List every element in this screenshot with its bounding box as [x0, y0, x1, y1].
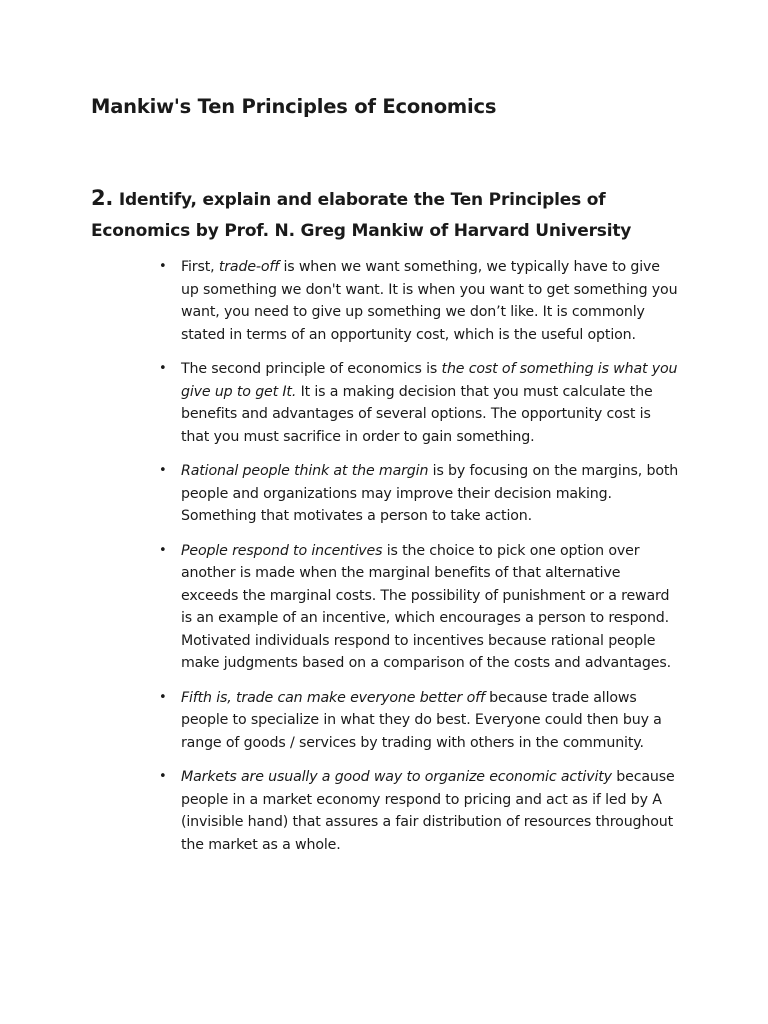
principle-emphasis: trade-off [218, 259, 280, 275]
list-item [159, 358, 679, 448]
principle-body: because people in a market economy respond to pricing and act as if led by A (invisible hand) that assures a fair distribution of resources throughout the market as a whole. [181, 769, 675, 853]
principle-body: It is a making decision that you must calculate the benefits and advantages of several options. The opportunity cost is that you must sacrifice in order to gain something. [181, 383, 653, 445]
principles-list [159, 256, 679, 868]
principle-lead: The second principle of economics is [181, 361, 442, 377]
document-title: Mankiw's Ten Principles of Economics [91, 95, 497, 118]
bullet-icon: • [159, 463, 167, 478]
question-number: 2. [91, 186, 114, 210]
bullet-icon: • [159, 361, 167, 376]
principle-body: is when we want something, we typically have to give up something we don't want. It is when you want to get something you want, you need to give up something we don’t like. It is commonly stated in terms of an opportunity cost, which is the useful option. [181, 259, 678, 343]
list-item [159, 766, 679, 856]
list-item [159, 540, 679, 675]
principle-emphasis: Markets are usually a good way to organize economic activity [181, 769, 612, 785]
list-item [159, 460, 679, 528]
bullet-icon: • [159, 769, 167, 784]
principle-emphasis: the cost of something is what you give up to get It. [181, 361, 678, 400]
principle-emphasis: Fifth is, trade can make everyone better off [181, 689, 485, 706]
principle-lead: First, [181, 259, 219, 275]
bullet-icon: • [159, 259, 167, 274]
bullet-icon: • [159, 689, 167, 705]
bullet-icon: • [159, 542, 167, 558]
principle-body: because trade allows people to specialize in what they do best. Everyone could then buy a range of goods / services by trading with others in the community. [181, 689, 662, 751]
principle-emphasis: Rational people think at the margin [181, 463, 429, 479]
question-text: Identify, explain and elaborate the Ten Principles of Economics by Prof. N. Greg Mankiw of Harvard University [91, 190, 632, 241]
list-item [159, 687, 679, 755]
question-heading [91, 183, 681, 247]
principle-body: is the choice to pick one option over another is made when the marginal benefits of that alternative exceeds the marginal costs. The possibility of punishment or a reward is an example of an incentive, which encourages a person to respond. Motivated individuals respond to incentives because rational people make judgments based on a comparison of the costs and advantages. [181, 542, 671, 671]
principle-body: is by focusing on the margins, both people and organizations may improve their decision making. Something that motivates a person to take action. [181, 463, 679, 524]
list-item [159, 256, 679, 346]
principle-emphasis: People respond to incentives [181, 542, 383, 559]
